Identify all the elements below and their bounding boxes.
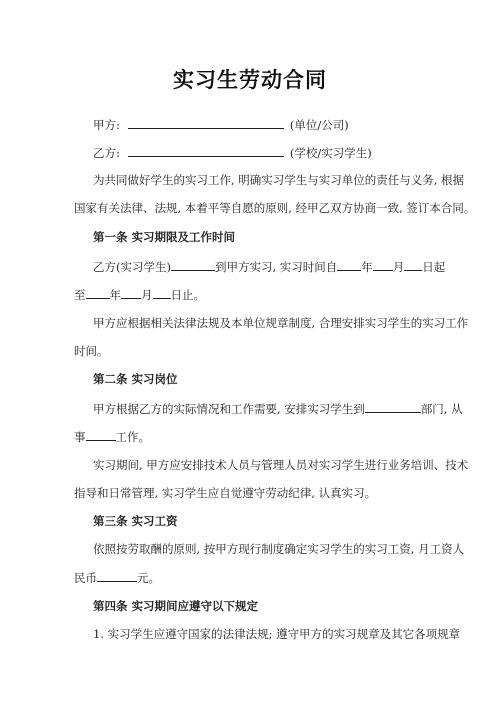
day-label: 日起: [422, 260, 446, 274]
article-1-heading: 第一条 实习期限及工作时间: [93, 230, 236, 244]
job-blank: [86, 428, 116, 441]
party-b-blank: [128, 144, 284, 157]
article-2-text: 事: [74, 430, 86, 444]
party-b-label: 乙方:: [93, 146, 120, 160]
document-title: 实习生劳动合同: [173, 68, 327, 92]
article-1-para-2-line-1: 甲方应根据相关法律法规及本单位规章制度, 合理安排实习学生的实习工作: [93, 316, 469, 330]
article-3-text: 民币: [74, 571, 97, 585]
article-1-para-2-line-2: 时间。: [74, 344, 109, 358]
article-2-text: 部门, 从: [420, 402, 463, 416]
article-2-para-2-line-1: 实习期间, 甲方应安排技术人员与管理人员对实习学生进行业务培训、技术: [93, 458, 469, 472]
month-label: 月: [141, 288, 153, 302]
article-2-text: 甲方根据乙方的实际情况和工作需要, 安排实习学生到: [93, 402, 365, 416]
article-1-para-1-cont: [74, 286, 205, 303]
date-blank: [86, 286, 110, 299]
month-label: 月: [392, 260, 405, 274]
salary-blank: [97, 569, 137, 582]
date-blank: [404, 258, 422, 271]
article-1-para-1: [93, 258, 445, 275]
article-4-heading: 第四条 实习期间应遵守以下规定: [93, 599, 259, 613]
article-3-para-1-line-2: [74, 569, 160, 586]
article-3-text: 元。: [137, 571, 160, 585]
article-4-item-1: 1. 实习学生应遵守国家的法律法规; 遵守甲方的实习规章及其它各项规章: [93, 627, 461, 641]
department-blank: [365, 400, 421, 413]
article-2-text: 工作。: [115, 430, 150, 444]
preamble-line-2: 国家有关法律、法规, 本着平等自愿的原则, 经甲乙双方协商一致, 签订本合同。: [74, 201, 476, 215]
party-a-blank: [128, 116, 284, 129]
date-blank: [337, 258, 361, 271]
article-2-para-2-line-2: 指导和日常管理, 实习学生应自觉遵守劳动纪律, 认真实习。: [74, 486, 377, 500]
day-label: 日止。: [170, 288, 205, 302]
party-a-note: (单位/公司): [289, 118, 349, 132]
year-label: 年: [109, 288, 121, 302]
article-2-heading: 第二条 实习岗位: [93, 372, 178, 386]
article-1-text: 到甲方实习, 实习时间自: [214, 260, 338, 274]
date-blank: [153, 286, 171, 299]
date-blank: [121, 286, 141, 299]
date-blank: [373, 258, 393, 271]
party-a-line: [93, 116, 349, 133]
article-1-text: 至: [74, 288, 86, 302]
year-label: 年: [361, 260, 373, 274]
article-2-para-1-cont: [74, 428, 150, 445]
article-3-para-1-line-1: 依照按劳取酬的原则, 按甲方现行制度确定实习学生的实习工资, 月工资人: [93, 542, 465, 556]
party-b-line: [93, 144, 372, 161]
article-1-text: 乙方(实习学生): [93, 260, 171, 274]
preamble-line-1: 为共同做好学生的实习工作, 明确实习学生与实习单位的责任与义务, 根据: [93, 173, 465, 187]
article-2-para-1: [93, 400, 463, 417]
party-b-note: (学校/实习学生): [289, 146, 372, 160]
article-3-heading: 第三条 实习工资: [93, 514, 178, 528]
party-a-label: 甲方:: [93, 118, 120, 132]
date-blank: [171, 258, 215, 271]
